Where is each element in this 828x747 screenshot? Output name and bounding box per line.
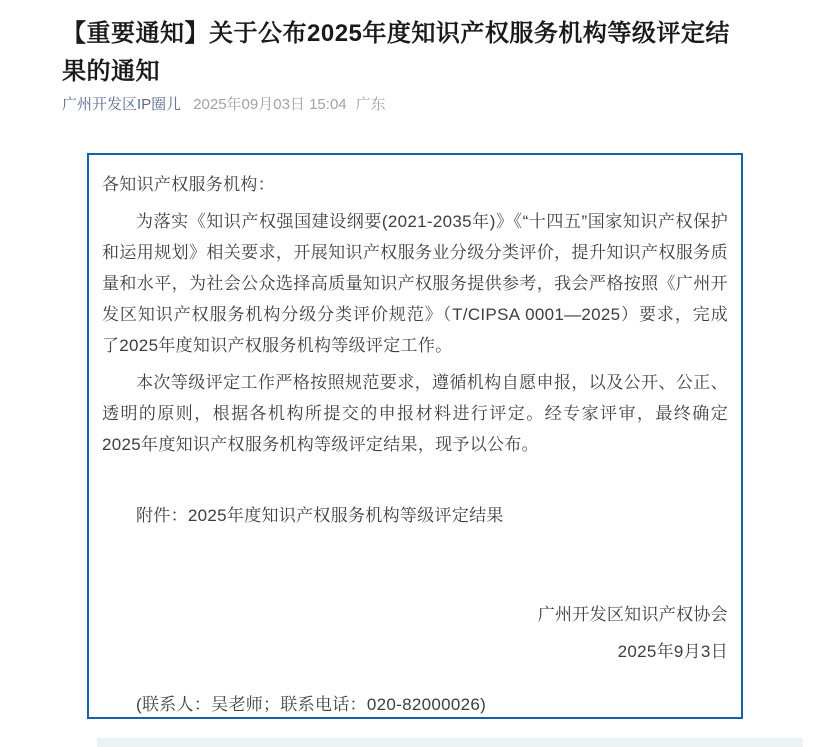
signature-name: 广州开发区知识产权协会 <box>537 605 728 624</box>
notice-paragraph: 本次等级评定工作严格按照规范要求，遵循机构自愿申报，以及公开、公正、透明的原则，根据各机构所提交的申报材料进行评定。经专家评审，最终确定2025年度知识产权服务机构等级评定结果，现予以公布。 <box>102 373 728 454</box>
notice-paragraph: 为落实《知识产权强国建设纲要(2021-2035年)》《“十四五”国家知识产权保护和运用规划》相关要求，开展知识产权服务业分级分类评价，提升知识产权服务质量和水平，为社会公众选择高质量知识产权服务提供参考，我会严格按照《广州开发区知识产权服务机构分级分类评价规范》（T/CIPSA 0001—2025）要求，完成了2025年度知识产权服务机构等级评定工作。 <box>102 212 728 355</box>
next-card-top-edge <box>97 738 803 747</box>
salutation-line: 各知识产权服务机构： <box>102 175 275 194</box>
account-link[interactable]: 广州开发区IP圈儿 <box>62 96 182 113</box>
signature-date: 2025年9月3日 <box>617 642 728 661</box>
attachment-line: 附件：2025年度知识产权服务机构等级评定结果 <box>136 506 504 525</box>
publish-location: 广东 <box>355 96 386 113</box>
notice-box <box>87 153 743 719</box>
contact-line: (联系人：吴老师；联系电话：020-82000026) <box>136 695 487 714</box>
page-title: 【重要通知】关于公布2025年度知识产权服务机构等级评定结果的通知 <box>62 20 730 85</box>
article-page <box>0 15 828 719</box>
byline <box>62 95 768 115</box>
publish-datetime: 2025年09月03日 15:04 <box>193 96 347 113</box>
